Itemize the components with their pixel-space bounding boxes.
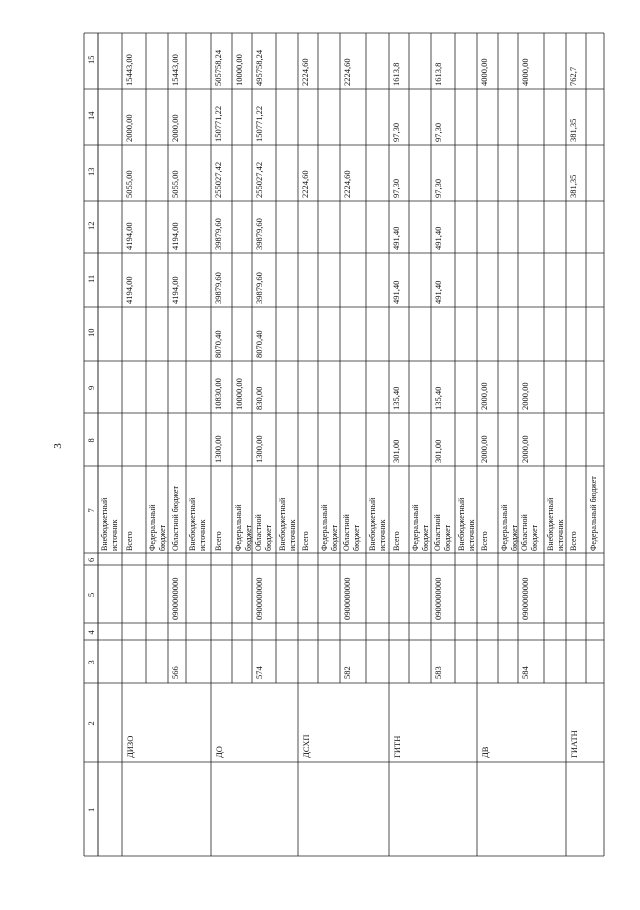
value-cell: 301,00	[433, 439, 443, 463]
source-label: Федеральный	[320, 504, 329, 551]
source-label: Федеральный	[500, 504, 509, 551]
column-header: 13	[86, 167, 96, 176]
value-cell: 2000,00	[520, 382, 530, 410]
source-label: Областной	[520, 514, 529, 551]
value-cell: 830,00	[254, 386, 264, 410]
source-label: Областной	[342, 514, 351, 551]
source-label: бюджет	[530, 524, 539, 551]
source-label: Внебюджетный	[457, 497, 466, 551]
value-cell: 2224,60	[300, 170, 310, 198]
value-cell: 2224,60	[342, 58, 352, 86]
source-label: бюджет	[510, 524, 519, 551]
column-header: 11	[86, 274, 96, 283]
column-header: 4	[86, 630, 96, 635]
department-code: 584	[520, 666, 530, 679]
source-label: Всего	[480, 531, 489, 551]
value-cell: 39879,60	[254, 272, 264, 304]
value-cell: 5055,00	[170, 170, 180, 198]
value-cell: 8070,40	[254, 330, 264, 358]
source-label: источник	[378, 519, 387, 551]
source-label: Всего	[125, 531, 134, 551]
value-cell: 2000,00	[479, 435, 489, 463]
source-label: Всего	[392, 531, 401, 551]
value-cell: 2000,00	[479, 382, 489, 410]
value-cell: 150771,22	[254, 105, 264, 142]
source-label: Внебюджетный	[368, 497, 377, 551]
source-label: бюджет	[352, 524, 361, 551]
source-label: источник	[110, 519, 119, 551]
value-cell: 491,40	[433, 280, 443, 304]
value-cell: 301,00	[391, 439, 401, 463]
value-cell: 1300,00	[254, 435, 264, 463]
value-cell: 4194,00	[170, 276, 180, 304]
value-cell: 10000,00	[234, 378, 244, 410]
source-label: Внебюджетный	[546, 497, 555, 551]
value-cell: 135,40	[391, 386, 401, 410]
column-header: 8	[86, 438, 96, 443]
column-header: 15	[86, 55, 96, 64]
department-name: ДВ	[480, 746, 490, 758]
department-code: 574	[254, 666, 264, 679]
value-cell: 39879,60	[213, 272, 223, 304]
value-cell: 97,30	[391, 122, 401, 142]
value-cell: 4000,00	[520, 58, 530, 86]
source-label: бюджет	[443, 524, 452, 551]
department-name: ГИТН	[392, 735, 402, 758]
value-cell: 4194,00	[124, 222, 134, 250]
page-number: 3	[51, 443, 64, 449]
source-label: бюджет	[158, 524, 167, 551]
value-cell: 491,40	[391, 226, 401, 250]
source-label: источник	[467, 519, 476, 551]
department-name: ГИАТН	[569, 730, 579, 758]
column-header: 1	[86, 807, 96, 812]
value-cell: 2000,00	[170, 114, 180, 142]
value-cell: 381,35	[568, 118, 578, 142]
source-label: Внебюджетный	[188, 497, 197, 551]
value-cell: 15443,00	[170, 54, 180, 86]
value-cell: 495758,24	[254, 49, 264, 86]
value-cell: 2224,60	[342, 170, 352, 198]
value-cell: 10000,00	[234, 54, 244, 86]
column-header: 2	[86, 721, 96, 726]
value-cell: 255027,42	[213, 161, 223, 198]
value-cell: 5055,00	[124, 170, 134, 198]
value-cell: 2000,00	[520, 435, 530, 463]
value-cell: 4194,00	[170, 222, 180, 250]
value-cell: 39879,60	[213, 218, 223, 250]
value-cell: 4194,00	[124, 276, 134, 304]
source-label: Внебюджетный	[100, 497, 109, 551]
department-name: ДИЗО	[125, 735, 135, 758]
value-cell: 1613,8	[433, 62, 443, 86]
kcsr-code: 0900000000	[342, 577, 352, 620]
column-header: 5	[86, 592, 96, 597]
value-cell: 491,40	[391, 280, 401, 304]
value-cell: 505758,24	[213, 49, 223, 86]
source-label: бюджет	[244, 524, 253, 551]
source-label: Всего	[569, 531, 578, 551]
source-label: Федеральный	[411, 504, 420, 551]
department-code: 583	[433, 666, 443, 679]
value-cell: 15443,00	[124, 54, 134, 86]
value-cell: 2224,60	[300, 58, 310, 86]
source-label: Федеральный бюджет	[589, 476, 598, 551]
source-label: источник	[198, 519, 207, 551]
value-cell: 10830,00	[213, 378, 223, 410]
source-label: Внебюджетный	[278, 497, 287, 551]
value-cell: 762,7	[568, 66, 578, 86]
kcsr-code: 0900000000	[520, 577, 530, 620]
department-name: ДСХП	[301, 734, 311, 758]
kcsr-code: 0900000000	[433, 577, 443, 620]
value-cell: 1300,00	[213, 435, 223, 463]
column-header: 12	[86, 221, 96, 230]
column-header: 14	[86, 111, 96, 120]
source-label: бюджет	[330, 524, 339, 551]
source-label: Областной	[254, 514, 263, 551]
value-cell: 4000,00	[479, 58, 489, 86]
source-label: Всего	[214, 531, 223, 551]
value-cell: 1613,8	[391, 62, 401, 86]
department-name: ДО	[214, 746, 224, 758]
value-cell: 39879,60	[254, 218, 264, 250]
source-label: бюджет	[264, 524, 273, 551]
column-header: 10	[86, 328, 96, 337]
kcsr-code: 0900000000	[170, 577, 180, 620]
source-label: Областной	[433, 514, 442, 551]
value-cell: 97,30	[391, 178, 401, 198]
column-header: 3	[86, 660, 96, 665]
value-cell: 255027,42	[254, 161, 264, 198]
value-cell: 8070,40	[213, 330, 223, 358]
source-label: Федеральный	[234, 504, 243, 551]
source-label: Всего	[301, 531, 310, 551]
source-label: Федеральный	[148, 504, 157, 551]
source-label: источник	[288, 519, 297, 551]
source-label: бюджет	[421, 524, 430, 551]
kcsr-code: 0900000000	[254, 577, 264, 620]
value-cell: 135,40	[433, 386, 443, 410]
value-cell: 491,40	[433, 226, 443, 250]
column-header: 9	[86, 385, 96, 390]
column-header: 6	[86, 557, 96, 562]
source-label: Областной бюджет	[171, 486, 180, 551]
value-cell: 97,30	[433, 178, 443, 198]
value-cell: 2000,00	[124, 114, 134, 142]
department-code: 566	[170, 666, 180, 679]
value-cell: 97,30	[433, 122, 443, 142]
value-cell: 150771,22	[213, 105, 223, 142]
source-label: источник	[556, 519, 565, 551]
value-cell: 381,35	[568, 174, 578, 198]
column-header: 7	[86, 508, 96, 513]
department-code: 582	[342, 666, 352, 679]
